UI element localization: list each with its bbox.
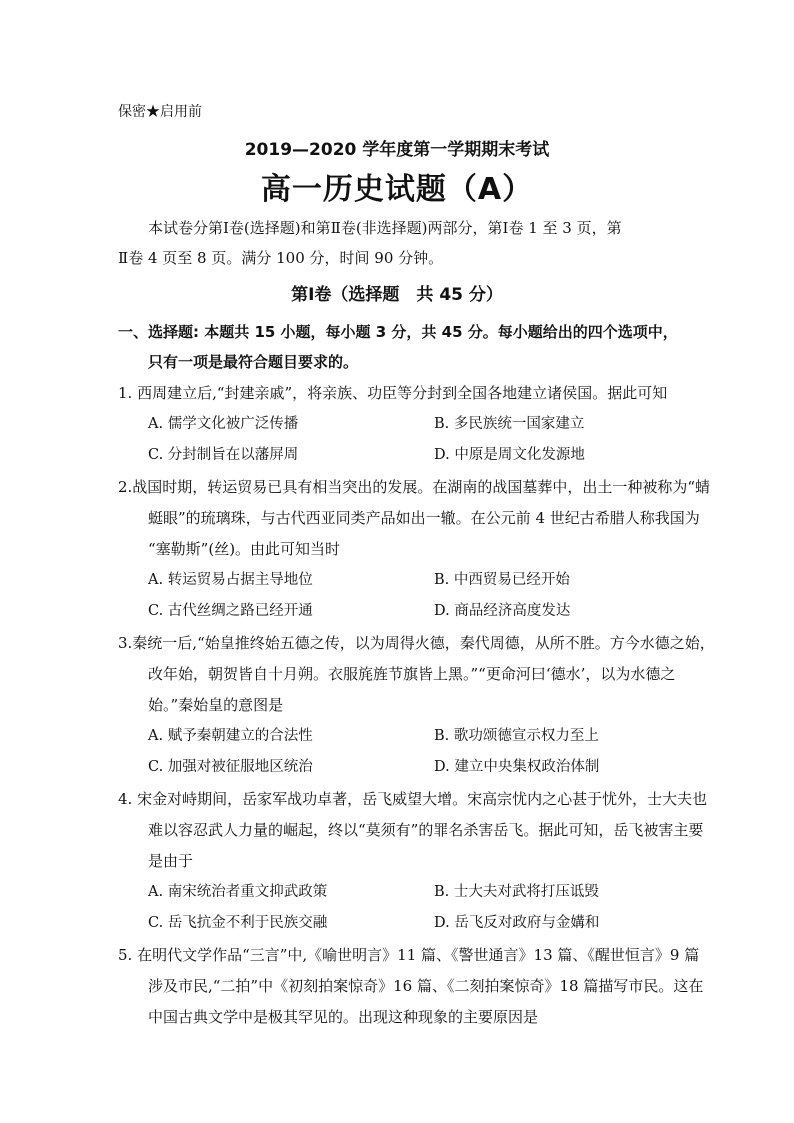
- question-4-option-c: C. 岳飞抗金不利于民族交融: [148, 915, 328, 931]
- intro-line-1: 本试卷分第Ⅰ卷(选择题)和第Ⅱ卷(非选择题)两部分，第Ⅰ卷 1 至 3 页，第: [148, 219, 622, 237]
- question-2-option-c: C. 古代丝绸之路已经开通: [148, 603, 313, 619]
- confidential-label: 保密★启用前: [118, 104, 202, 120]
- section-title: 第Ⅰ卷（选择题 共 45 分）: [291, 285, 503, 305]
- question-2-stem-line-3: “塞勒斯”(丝)。由此可知当时: [148, 540, 341, 558]
- exam-year-line: 2019—2020 学年度第一学期期末考试: [244, 140, 550, 160]
- question-1-option-c: C. 分封制旨在以藩屏周: [148, 447, 299, 463]
- section-instruction-line-1: 一、选择题: 本题共 15 小题，每小题 3 分，共 45 分。每小题给出的四个选项中，: [118, 323, 678, 341]
- question-3-stem-line-3: 始。”秦始皇的意图是: [148, 696, 284, 714]
- intro-line-2: Ⅱ卷 4 页至 8 页。满分 100 分，时间 90 分钟。: [118, 249, 444, 267]
- question-3-stem-line-1: 3.秦统一后,“始皇推终始五德之传，以为周得火德，秦代周德，从所不胜。方今水德之始，: [118, 634, 715, 652]
- question-3-option-a: A. 赋予秦朝建立的合法性: [148, 728, 313, 744]
- question-3-stem-line-2: 改年始，朝贺皆自十月朔。衣服旄旌节旗皆上黑。”“更命河曰‘德水’，以为水德之: [148, 665, 676, 683]
- question-3-option-d: D. 建立中央集权政治体制: [434, 759, 600, 775]
- question-4-option-b: B. 士大夫对武将打压诋毁: [434, 884, 599, 900]
- question-4-stem-line-1: 4. 宋金对峙期间，岳家军战功卓著，岳飞威望大增。宋高宗忧内之心甚于忧外，士大夫也: [118, 790, 708, 808]
- question-5-stem-line-1: 5. 在明代文学作品“三言”中,《喻世明言》11 篇、《警世通言》13 篇、《醒世恒言》9 篇: [118, 946, 700, 964]
- question-1-stem-line-1: 1. 西周建立后,“封建亲戚”，将亲族、功臣等分封到全国各地建立诸侯国。据此可知: [118, 384, 668, 402]
- question-3-option-b: B. 歌功颂德宣示权力至上: [434, 728, 599, 744]
- question-4-stem-line-3: 是由于: [148, 852, 194, 870]
- question-4-option-d: D. 岳飞反对政府与金媾和: [434, 915, 600, 931]
- question-2-stem-line-1: 2.战国时期，转运贸易已具有相当突出的发展。在湖南的战国墓葬中，出土一种被称为“蜻: [118, 478, 710, 496]
- exam-title: 高一历史试题（A）: [260, 172, 534, 207]
- question-4-option-a: A. 南宋统治者重文抑武政策: [148, 884, 328, 900]
- question-5-stem-line-3: 中国古典文学中是极其罕见的。出现这种现象的主要原因是: [148, 1008, 539, 1026]
- question-1-option-b: B. 多民族统一国家建立: [434, 416, 585, 432]
- question-4-stem-line-2: 难以容忍武人力量的崛起，终以“莫须有”的罪名杀害岳飞。据此可知，岳飞被害主要: [148, 821, 704, 839]
- question-2-option-a: A. 转运贸易占据主导地位: [148, 572, 313, 588]
- question-2-option-d: D. 商品经济高度发达: [434, 603, 571, 619]
- question-1-option-a: A. 儒学文化被广泛传播: [148, 416, 299, 432]
- question-2-option-b: B. 中西贸易已经开始: [434, 572, 570, 588]
- question-2-stem-line-2: 蜓眼”的琉璃珠，与古代西亚同类产品如出一辙。在公元前 4 世纪古希腊人称我国为: [148, 509, 700, 527]
- question-5-stem-line-2: 涉及市民,“二拍”中《初刻拍案惊奇》16 篇、《二刻拍案惊奇》18 篇描写市民。这在: [148, 977, 704, 995]
- question-1-option-d: D. 中原是周文化发源地: [434, 447, 585, 463]
- question-3-option-c: C. 加强对被征服地区统治: [148, 759, 313, 775]
- section-instruction-line-2: 只有一项是最符合题目要求的。: [148, 353, 359, 371]
